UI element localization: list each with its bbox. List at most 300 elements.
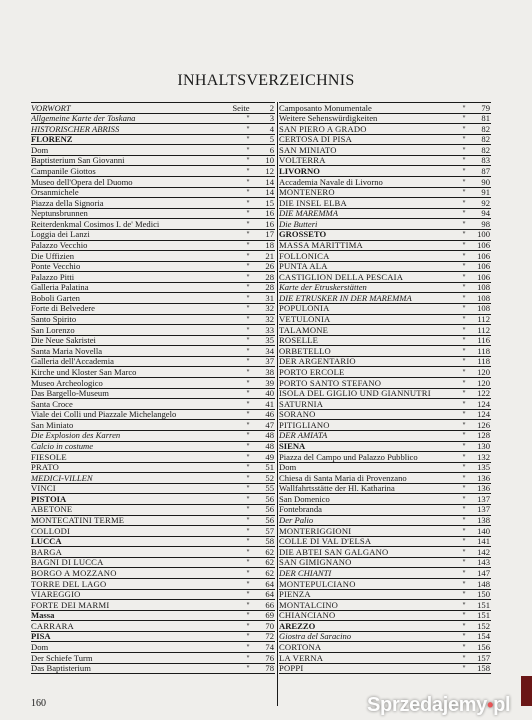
toc-entry-page: 112	[477, 325, 490, 335]
toc-entry	[279, 293, 491, 304]
toc-entry-prefix: ''	[462, 494, 466, 504]
toc-entry-title: San Domenico	[279, 494, 330, 504]
toc-entry-page: 112	[477, 314, 490, 325]
toc-entry-page: 48	[265, 441, 274, 451]
toc-entry-page: 124	[477, 399, 490, 409]
toc-entry	[279, 420, 491, 431]
watermark-tld: pl	[493, 694, 511, 716]
watermark-dot-icon: •	[487, 695, 494, 715]
toc-entry-prefix: ''	[246, 504, 250, 515]
toc-entry-prefix: ''	[462, 272, 466, 282]
watermark-brand: Sprzedajemy	[367, 694, 488, 716]
toc-entry-prefix: ''	[246, 124, 250, 134]
toc-entry-prefix: ''	[246, 240, 250, 251]
toc-entry-prefix: ''	[462, 430, 466, 441]
toc-entry	[279, 230, 491, 241]
toc-entry	[31, 346, 275, 357]
toc-entry-title: BARGA	[31, 547, 63, 557]
toc-entry	[279, 473, 491, 484]
toc-entry-page: 90	[481, 177, 490, 187]
toc-entry-prefix: ''	[462, 145, 466, 155]
toc-entry-prefix: ''	[246, 409, 250, 420]
toc-entry-page: 128	[477, 430, 490, 441]
toc-entry	[279, 547, 491, 558]
toc-entry-prefix: ''	[246, 557, 250, 568]
toc-entry-title: PISA	[31, 631, 51, 642]
toc-entry	[279, 526, 491, 537]
toc-entry-prefix: ''	[462, 483, 466, 494]
toc-entry-title: PISTOIA	[31, 494, 67, 504]
toc-entry-title: BORGO A MOZZANO	[31, 568, 117, 578]
toc-entry-prefix: ''	[246, 399, 250, 409]
toc-entry-title: DIE MAREMMA	[279, 208, 338, 219]
toc-entry	[31, 431, 275, 442]
toc-entry-page: 82	[481, 134, 490, 145]
toc-entry-title: Forte di Belvedere	[31, 303, 95, 314]
toc-entry-title: PIENZA	[279, 589, 311, 600]
toc-entry-title: San Miniato	[31, 420, 74, 430]
toc-entry-title: CASTIGLION DELLA PESCAIA	[279, 272, 404, 282]
toc-entry	[279, 442, 491, 453]
toc-entry-title: San Lorenzo	[31, 325, 75, 335]
toc-entry-title: DER AMIATA	[279, 430, 328, 441]
toc-entry	[31, 642, 275, 653]
toc-entry	[279, 145, 491, 156]
toc-entry-title: Camposanto Monumentale	[279, 103, 372, 113]
toc-entry-prefix: ''	[246, 631, 250, 642]
toc-entry-title: CHIANCIANO	[279, 610, 336, 621]
toc-entry-page: 32	[265, 314, 274, 325]
toc-entry-page: 10	[265, 155, 274, 166]
toc-entry-page: 76	[265, 653, 274, 663]
toc-entry-page: 108	[477, 293, 490, 303]
toc-entry-title: CARRARA	[31, 621, 74, 631]
toc-entry	[279, 600, 491, 611]
toc-entry-title: Die Explosion des Karren	[31, 430, 121, 441]
toc-entry	[279, 568, 491, 579]
toc-entry	[31, 135, 275, 146]
toc-entry-title: Campanile Giottos	[31, 166, 96, 176]
toc-entry-page: 137	[477, 504, 490, 515]
toc-entry-page: 154	[477, 631, 490, 642]
toc-entry	[279, 611, 491, 622]
toc-entry-page: 118	[477, 356, 490, 367]
toc-entry-prefix: ''	[462, 600, 466, 610]
toc-entry	[279, 378, 491, 389]
toc-entry	[31, 632, 275, 643]
toc-entry-prefix: ''	[462, 261, 466, 272]
toc-entry	[31, 600, 275, 611]
toc-entry-prefix: ''	[462, 515, 466, 526]
toc-entry-page: 41	[265, 399, 274, 409]
toc-entry-prefix: ''	[462, 504, 466, 515]
toc-entry-prefix: ''	[246, 515, 250, 526]
toc-entry-title: Der Palio	[279, 515, 314, 526]
toc-entry-title: Calcio in costume	[31, 441, 94, 451]
toc-entry	[279, 558, 491, 569]
toc-entry-prefix: ''	[462, 536, 466, 547]
toc-entry-title: SAN GIMIGNANO	[279, 557, 352, 568]
toc-entry	[279, 410, 491, 421]
toc-entry-page: 106	[477, 240, 490, 251]
toc-entry-page: 66	[265, 600, 274, 610]
toc-entry	[279, 621, 491, 632]
toc-entry-page: 38	[265, 367, 274, 377]
toc-entry-page: 34	[265, 346, 274, 356]
toc-entry-title: LA VERNA	[279, 653, 324, 663]
toc-entry	[279, 304, 491, 315]
toc-entry-prefix: ''	[246, 568, 250, 578]
toc-entry	[31, 145, 275, 156]
toc-entry	[31, 579, 275, 590]
toc-entry-title: Das Baptisterium	[31, 663, 91, 674]
toc-entry-prefix: ''	[246, 187, 250, 198]
toc-entry	[31, 114, 275, 125]
toc-entry	[31, 124, 275, 135]
toc-entry-title: Santo Spirito	[31, 314, 77, 325]
toc-entry	[31, 558, 275, 569]
toc-entry-page: 14	[265, 177, 274, 187]
toc-entry-prefix: ''	[246, 430, 250, 441]
toc-entry-title: Piazza del Campo und Palazzo Pubblico	[279, 452, 418, 462]
toc-entry-title: Palazzo Pitti	[31, 272, 75, 282]
toc-entry-page: 18	[265, 240, 274, 251]
toc-entry-page: 4	[269, 124, 274, 134]
toc-entry-prefix: ''	[462, 388, 466, 399]
toc-entry-page: 91	[481, 187, 490, 198]
toc-entry-page: 142	[477, 547, 490, 557]
toc-entry-page: 69	[265, 610, 274, 621]
toc-entry-page: 62	[265, 557, 274, 568]
toc-entry	[31, 283, 275, 294]
toc-entry-prefix: ''	[246, 367, 250, 377]
toc-entry-title: COLLE DI VAL D'ELSA	[279, 536, 372, 547]
toc-entry-page: 40	[265, 388, 274, 399]
toc-entry-title: Orsanmichele	[31, 187, 79, 198]
toc-entry-prefix: ''	[246, 346, 250, 356]
toc-entry-page: 33	[265, 325, 274, 335]
toc-entry	[31, 526, 275, 537]
toc-entry-prefix: ''	[462, 325, 466, 335]
toc-entry-title: MONTEPULCIANO	[279, 579, 356, 589]
toc-entry-page: 55	[265, 483, 274, 494]
toc-entry-page: 100	[477, 229, 490, 240]
toc-entry-title: AREZZO	[279, 621, 316, 631]
toc-entry-page: 136	[477, 473, 490, 483]
toc-entry-prefix: ''	[462, 557, 466, 568]
toc-entry	[31, 219, 275, 230]
toc-entry-page: 81	[481, 113, 490, 124]
toc-entry-title: Kirche und Kloster San Marco	[31, 367, 137, 377]
toc-entry-prefix: ''	[462, 303, 466, 314]
toc-entry-prefix: ''	[246, 134, 250, 145]
toc-entry-prefix: ''	[246, 325, 250, 335]
toc-entry-title: FORTE DEI MARMI	[31, 600, 110, 610]
toc-entry-title: Neptunsbrunnen	[31, 208, 88, 219]
toc-entry	[31, 611, 275, 622]
toc-entry-prefix: ''	[462, 473, 466, 483]
toc-entry-title: Karte der Etruskerstätten	[279, 282, 367, 293]
toc-entry-page: 87	[481, 166, 490, 176]
toc-entry-prefix: ''	[462, 198, 466, 208]
toc-entry-page: 79	[481, 103, 490, 113]
toc-entry-page: 5	[269, 134, 274, 145]
toc-entry	[31, 272, 275, 283]
toc-entry-page: 148	[477, 579, 490, 589]
toc-entry-prefix: ''	[462, 441, 466, 451]
toc-left-column	[31, 102, 275, 674]
toc-entry-prefix: ''	[462, 356, 466, 367]
toc-entry-title: Die Uffizien	[31, 251, 75, 261]
toc-entry	[31, 357, 275, 368]
toc-entry-prefix: ''	[462, 335, 466, 346]
toc-entry-page: 16	[265, 208, 274, 219]
toc-entry-title: BAGNI DI LUCCA	[31, 557, 104, 568]
toc-entry-title: Galleria dell'Accademia	[31, 356, 114, 367]
toc-entry	[279, 590, 491, 601]
toc-entry-title: Accademia Navale di Livorno	[279, 177, 383, 187]
toc-entry-prefix: ''	[246, 261, 250, 272]
toc-entry	[31, 188, 275, 199]
toc-entry-prefix: ''	[462, 579, 466, 589]
toc-entry	[279, 188, 491, 199]
toc-entry-prefix: ''	[462, 293, 466, 303]
toc-entry-title: Viale dei Colli und Piazzale Michelangelo	[31, 409, 177, 420]
toc-entry-title: HISTORISCHER ABRISS	[31, 124, 120, 134]
toc-entry-prefix: ''	[246, 155, 250, 166]
toc-entry	[279, 135, 491, 146]
toc-entry-prefix: ''	[246, 600, 250, 610]
toc-entry-page: 106	[477, 272, 490, 282]
toc-entry-prefix: ''	[246, 303, 250, 314]
toc-entry-page: 136	[477, 483, 490, 494]
toc-entry-title: DER CHIANTI	[279, 568, 332, 578]
toc-entry	[31, 653, 275, 664]
toc-entry-page: 72	[265, 631, 274, 642]
toc-entry-title: COLLODI	[31, 526, 71, 536]
toc-entry-page: 83	[481, 155, 490, 166]
page-edge-mark	[521, 676, 532, 706]
toc-entry-title: Weitere Sehenswürdigkeiten	[279, 113, 378, 124]
toc-entry-page: 3	[269, 113, 274, 124]
toc-entry	[279, 241, 491, 252]
toc-entry	[279, 114, 491, 125]
toc-entry-prefix: ''	[462, 219, 466, 229]
toc-entry-page: 48	[265, 430, 274, 441]
toc-entry-title: CORTONA	[279, 642, 322, 652]
toc-entry-title: PUNTA ALA	[279, 261, 328, 272]
toc-entry-title: DIE ABTEI SAN GALGANO	[279, 547, 389, 557]
toc-entry-page: 26	[265, 261, 274, 272]
toc-entry-prefix: ''	[462, 547, 466, 557]
toc-entry	[31, 452, 275, 463]
toc-entry	[279, 219, 491, 230]
toc-entry-page: 116	[477, 335, 490, 346]
toc-entry	[31, 399, 275, 410]
toc-entry-page: 17	[265, 229, 274, 240]
toc-entry-page: 120	[477, 378, 490, 388]
toc-entry	[31, 664, 275, 675]
toc-entry-title: SAN MINIATO	[279, 145, 337, 155]
toc-entry-title: Die Butteri	[279, 219, 318, 229]
toc-entry	[31, 590, 275, 601]
toc-entry-page: 158	[477, 663, 490, 674]
toc-entry-page: 39	[265, 378, 274, 388]
toc-entry-page: 56	[265, 504, 274, 515]
toc-entry-prefix: ''	[246, 621, 250, 631]
toc-entry-prefix: ''	[246, 483, 250, 494]
toc-entry-prefix: ''	[246, 663, 250, 674]
toc-entry-prefix: ''	[462, 166, 466, 176]
toc-entry	[279, 124, 491, 135]
toc-entry-page: 140	[477, 526, 490, 536]
toc-entry-title: MEDICI-VILLEN	[31, 473, 93, 483]
toc-entry-title: POPPI	[279, 663, 304, 674]
page-number: 160	[31, 698, 46, 709]
toc-entry	[31, 262, 275, 273]
toc-entry	[31, 516, 275, 527]
toc-entry-prefix: ''	[246, 378, 250, 388]
toc-entry-page: 28	[265, 272, 274, 282]
toc-entry-title: Dom	[279, 462, 297, 473]
toc-entry	[31, 537, 275, 548]
toc-entry-prefix: ''	[246, 219, 250, 229]
toc-entry-page: 152	[477, 621, 490, 631]
toc-entry	[31, 251, 275, 262]
toc-entry-prefix: ''	[246, 589, 250, 600]
toc-entry-page: 147	[477, 568, 490, 578]
toc-entry-title: PITIGLIANO	[279, 420, 330, 430]
toc-entry-page: 52	[265, 473, 274, 483]
toc-entry	[31, 166, 275, 177]
toc-entry-prefix: ''	[462, 187, 466, 198]
toc-entry-title: FOLLONICA	[279, 251, 330, 261]
toc-entry-page: 12	[265, 166, 274, 176]
toc-entry-prefix: ''	[462, 589, 466, 600]
toc-entry	[279, 579, 491, 590]
toc-entry-prefix: ''	[462, 251, 466, 261]
toc-entry	[31, 209, 275, 220]
toc-entry-page: 21	[265, 251, 274, 261]
toc-entry-prefix: ''	[462, 653, 466, 663]
toc-entry-title: DIE INSEL ELBA	[279, 198, 347, 208]
toc-entry	[279, 103, 491, 114]
toc-entry-title: Der Schiefe Turm	[31, 653, 93, 663]
toc-entry-title: VORWORT	[31, 103, 71, 113]
toc-entry	[31, 156, 275, 167]
toc-entry-title: MONTERIGGIONI	[279, 526, 352, 536]
toc-entry-page: 92	[481, 198, 490, 208]
toc-entry	[279, 336, 491, 347]
toc-entry-title: Loggia dei Lanzi	[31, 229, 90, 240]
toc-entry-prefix: ''	[246, 208, 250, 219]
toc-entry-page: 132	[477, 452, 490, 462]
toc-entry	[31, 473, 275, 484]
toc-entry-prefix: ''	[462, 642, 466, 652]
toc-entry	[31, 325, 275, 336]
toc-entry	[279, 452, 491, 463]
page-title: INHALTSVERZEICHNIS	[177, 72, 355, 89]
toc-entry-prefix: ''	[462, 399, 466, 409]
toc-entry	[31, 103, 275, 114]
toc-entry-page: 14	[265, 187, 274, 198]
toc-entry-prefix: ''	[246, 282, 250, 293]
toc-entry-prefix: ''	[462, 462, 466, 473]
toc-entry	[31, 367, 275, 378]
toc-entry-title: Dom	[31, 642, 49, 652]
toc-entry-page: 126	[477, 420, 490, 430]
toc-entry-prefix: ''	[246, 462, 250, 473]
toc-entry-prefix: ''	[462, 568, 466, 578]
toc-entry-title: ORBETELLO	[279, 346, 331, 356]
toc-entry	[279, 664, 491, 675]
toc-entry-title: Galleria Palatina	[31, 282, 89, 293]
toc-entry-title: Dom	[31, 145, 49, 155]
toc-entry-prefix: ''	[246, 547, 250, 557]
toc-entry-prefix: ''	[246, 272, 250, 282]
toc-entry-title: FLORENZ	[31, 134, 73, 145]
toc-entry-page: 108	[477, 303, 490, 314]
toc-entry-page: 28	[265, 282, 274, 293]
toc-entry-prefix: ''	[246, 166, 250, 176]
toc-entry-title: VETULONIA	[279, 314, 331, 325]
toc-entry-page: 35	[265, 335, 274, 346]
toc-entry-title: DIE ETRUSKER IN DER MAREMMA	[279, 293, 412, 303]
toc-entry-title: Reiterdenkmal Cosimos I. de' Medici	[31, 219, 160, 229]
toc-entry	[31, 315, 275, 326]
toc-entry-page: 31	[265, 293, 274, 303]
toc-entry-prefix: ''	[462, 177, 466, 187]
toc-entry-page: 78	[265, 663, 274, 674]
toc-entry	[31, 198, 275, 209]
toc-entry-page: 58	[265, 536, 274, 547]
toc-entry-page: 143	[477, 557, 490, 568]
toc-entry-prefix: ''	[462, 282, 466, 293]
toc-entry-prefix: ''	[246, 177, 250, 187]
toc-entry-prefix: ''	[462, 155, 466, 166]
toc-entry-title: SORANO	[279, 409, 316, 420]
toc-entry-prefix: ''	[462, 134, 466, 145]
toc-entry	[279, 653, 491, 664]
toc-entry-page: 56	[265, 515, 274, 526]
toc-entry-title: Baptisterium San Giovanni	[31, 155, 125, 166]
toc-entry-prefix: ''	[462, 124, 466, 134]
toc-entry-title: Museo Archeologico	[31, 378, 103, 388]
toc-entry-prefix: ''	[246, 314, 250, 325]
toc-entry-prefix: ''	[246, 145, 250, 155]
toc-entry-prefix: ''	[462, 346, 466, 356]
toc-entry-title: Massa	[31, 610, 55, 621]
toc-entry-page: 62	[265, 568, 274, 578]
toc-entry-page: 47	[265, 420, 274, 430]
toc-entry	[31, 304, 275, 315]
toc-entry-title: Wallfahrtsstätte der Hl. Katharina	[279, 483, 395, 494]
toc-entry-page: 150	[477, 589, 490, 600]
toc-entry	[279, 262, 491, 273]
toc-entry-title: POPULONIA	[279, 303, 330, 314]
toc-entry-title: VIAREGGIO	[31, 589, 81, 600]
toc-entry-prefix: ''	[246, 229, 250, 240]
toc-entry-title: Das Bargello-Museum	[31, 388, 109, 399]
toc-entry-prefix: ''	[246, 610, 250, 621]
toc-entry-page: 141	[477, 536, 490, 547]
toc-entry	[279, 642, 491, 653]
toc-entry-prefix: ''	[462, 409, 466, 420]
toc-entry-page: 51	[265, 462, 274, 473]
toc-entry-title: Museo dell'Opera del Duomo	[31, 177, 133, 187]
toc-entry-prefix: ''	[462, 631, 466, 642]
toc-entry	[31, 442, 275, 453]
